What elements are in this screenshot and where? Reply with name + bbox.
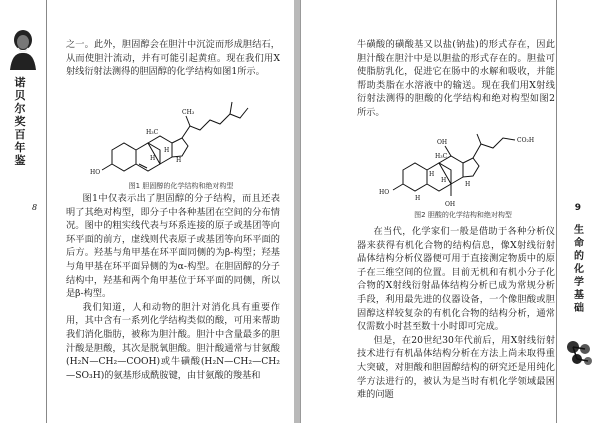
intro-paragraph: 之一。此外，胆固醇会在胆汁中沉淀而形成胆结石，从而使胆汁流动，并有可能引起黄疸。现在我们用X射线衍射法测得的胆固醇的化学结构如图1所示。 [66, 39, 280, 78]
fig2-label-h3c: H₃C [435, 153, 448, 160]
molecule-model-icon [563, 337, 595, 367]
left-page [0, 0, 295, 423]
left-intro-text [66, 38, 280, 79]
fig1-label-ch3: CH₃ [182, 109, 195, 116]
fig2-label-h3: H [429, 171, 435, 178]
fig1-label-h3c: H₃C [146, 129, 159, 136]
right-page [300, 0, 600, 423]
right-margin-strip [556, 0, 600, 423]
left-margin-strip [0, 0, 47, 423]
cholic-acid-structure-figure [363, 104, 559, 210]
fig1-label-ho: HO [90, 169, 101, 176]
right-vertical-title: 生命的化学基础 [574, 225, 584, 314]
left-body-text [66, 192, 280, 382]
right-page-number: 9 [574, 203, 581, 213]
fig1-label-h1: H [164, 147, 170, 154]
fig2-label-h2: H [441, 177, 447, 184]
fig2-label-oh-bottom: OH [445, 201, 456, 208]
figure1-caption: 图1 胆固醇的化学结构和绝对构型 [128, 182, 234, 190]
fig2-label-oh-top: OH [437, 139, 448, 146]
figure2-caption: 图2 胆酸的化学结构和绝对构型 [414, 211, 512, 219]
left-page-number: 8 [32, 203, 38, 212]
fig2-label-h4: H [415, 195, 421, 202]
fig1-label-h3: H [176, 157, 182, 164]
fig2-label-co2h: CO₂H [517, 137, 535, 144]
fig1-label-h2: H [150, 155, 156, 162]
fig2-label-h1: H [465, 181, 471, 188]
bottom-paragraph: 在当代，化学家们一般是借助于各种分析仪器来获得有机化合物的结构信息，像X射线衍射晶体结构分析仪器便可用于直接测定物质中的原子在三维空间的位置。目前无机和有机小分子化合物的X射线衍射晶体结构分析已成为常规分析手段，利用最先进的仪器设备，一个像胆酸或胆固醇这样较复杂的有机化合物的结构分析，通常仅需数小时甚至数十小时即可完成。 [357, 226, 555, 333]
body-paragraph: 我们知道，人和动物的胆汁对消化具有重要作用，其中含有一系列化学结构类似的酸，可用来帮助我们消化脂肪，被称为胆汁酸。胆汁中含量最多的胆汁酸是胆酸，其次是脱氧胆酸。胆汁酸通常与甘氨酸(H₂N—CH₂—COOH)或牛磺酸(H₂N—CH₂—CH₂—SO₃H)的氨基形成酰胺键，由甘氨酸的羧基和 [66, 301, 280, 381]
bottom-paragraph: 但是，在20世纪30年代前后，用X射线衍射技术进行有机晶体结构分析在方法上尚未取得重大突破，对胆酸和胆固醇结构的研究还是用纯化学方法进行的，被认为是当时有机化学领域最困难的问题 [357, 334, 555, 401]
cholesterol-structure-figure [88, 94, 268, 182]
nobel-portrait-icon [6, 26, 40, 70]
body-paragraph: 图1中仅表示出了胆固醇的分子结构，而且还表明了其绝对构型，即分子中各种基团在空间的分布情况。图中的粗实线代表与环系连接的原子或基团等向环平面的前方，虚线则代表原子或基团等向环平面的后方。羟基与角甲基在环平面同侧的为β-构型；羟基与角甲基在环平面异侧的为α-构型。在胆固醇的分子结构中，羟基和两个角甲基位于环平面的同侧，所以是β-构型。 [66, 193, 280, 300]
right-body-text [357, 225, 555, 402]
left-vertical-title: 诺贝尔奖百年鉴 [14, 76, 26, 167]
fig2-label-ho: HO [379, 189, 390, 196]
top-paragraph: 牛磺酸的磺酸基又以盐(钠盐)的形式存在，因此胆汁酸在胆汁中是以胆盐的形式存在的。胆盐可使脂肪乳化，促进它在肠中的水解和吸收，并能帮助类脂在水溶液中的输送。现在我们用X射线衍射法测得的胆酸的化学结构和绝对构型如图2所示。 [357, 39, 555, 118]
